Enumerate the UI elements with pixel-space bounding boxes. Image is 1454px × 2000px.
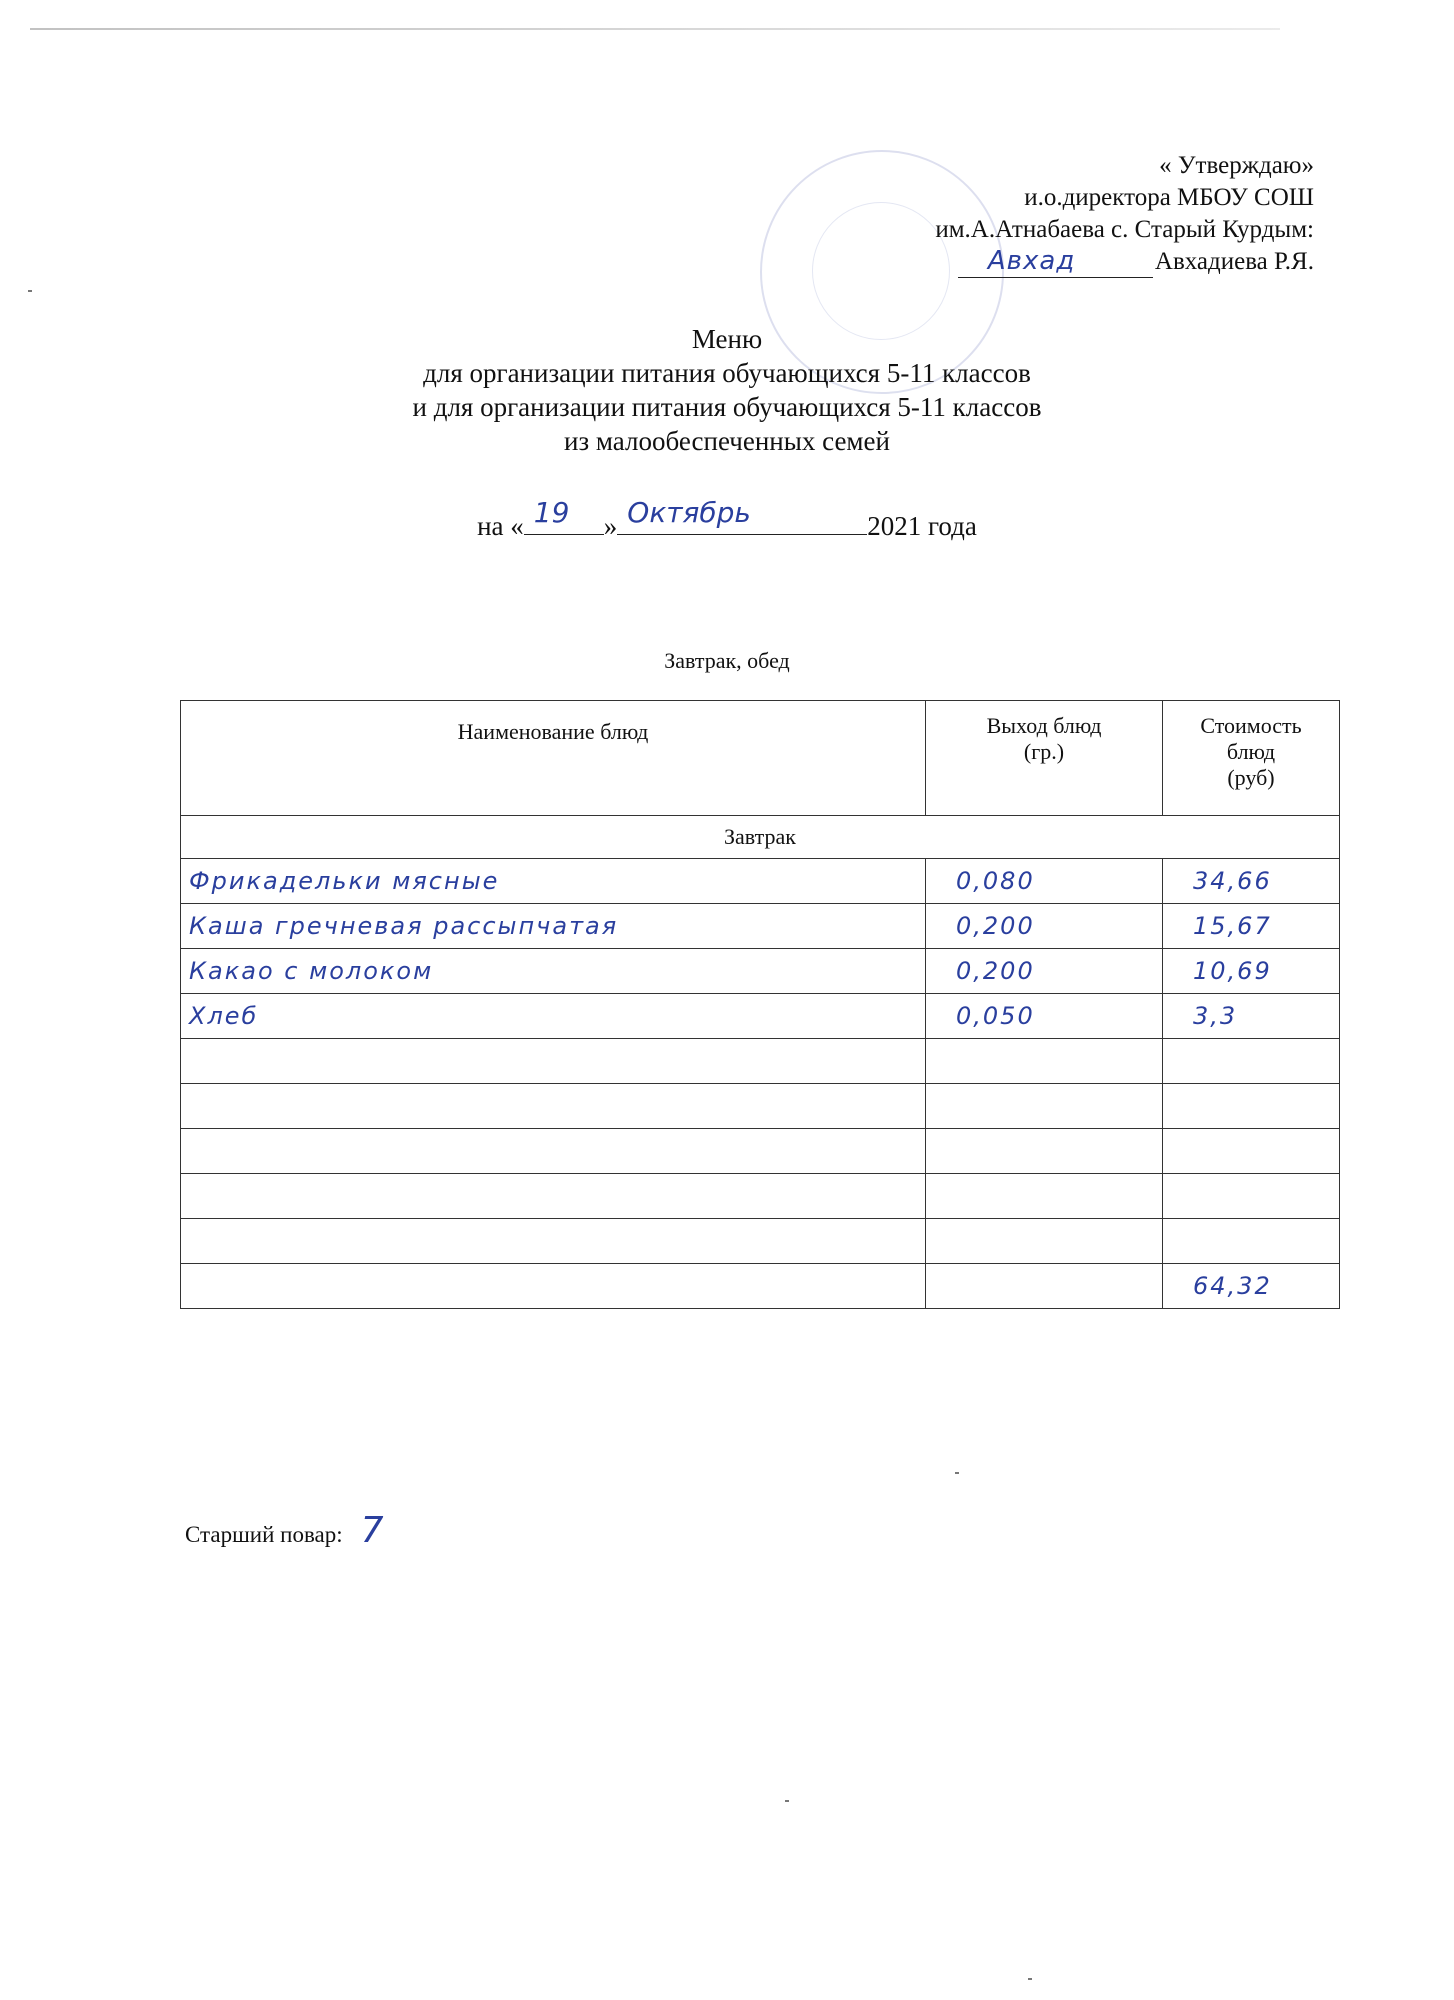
title-line-2: для организации питания обучающихся 5-11 классов (423, 358, 1031, 388)
header-cost-line-3: (руб) (1227, 765, 1275, 790)
dish-cost: 3,3 (1163, 994, 1340, 1039)
dish-yield (926, 1219, 1163, 1264)
date-middle: » (603, 511, 618, 541)
dish-cost: 34,66 (1163, 859, 1340, 904)
scan-speck (1028, 1978, 1032, 1980)
title-line-3: и для организации питания обучающихся 5-11 классов (412, 392, 1042, 422)
dish-yield (926, 1039, 1163, 1084)
date-month: Октябрь (627, 496, 751, 529)
dish-name: Каша гречневая рассыпчатая (181, 904, 926, 949)
title-line-4: из малообеспеченных семей (564, 426, 890, 456)
dish-name: Какао с молоком (181, 949, 926, 994)
dish-name: Хлеб (181, 994, 926, 1039)
approval-line-2: и.о.директора МБОУ СОШ (1024, 184, 1314, 211)
table-row (181, 1174, 1340, 1219)
dish-yield (926, 1129, 1163, 1174)
header-yield (926, 701, 1163, 816)
table-row (181, 1129, 1340, 1174)
dish-cost (1163, 1129, 1340, 1174)
approval-block (935, 150, 1314, 278)
dish-cost (1163, 1084, 1340, 1129)
date-line (0, 496, 1454, 542)
dish-yield: 0,200 (926, 904, 1163, 949)
table-row (181, 904, 1340, 949)
date-day: 19 (533, 496, 570, 529)
table-header-row (181, 701, 1340, 816)
dish-yield: 0,080 (926, 859, 1163, 904)
section-row (181, 816, 1340, 859)
dish-name (181, 1219, 926, 1264)
table-row (181, 1084, 1340, 1129)
dish-cost (1163, 1174, 1340, 1219)
dish-cost: 10,69 (1163, 949, 1340, 994)
header-yield-line-2: (гр.) (1023, 739, 1065, 764)
date-prefix: на « (477, 511, 524, 541)
meal-title: Завтрак, обед (664, 648, 790, 673)
approval-signature-line (935, 246, 1314, 278)
approval-line-3: им.А.Атнабаева с. Старый Курдым: (935, 216, 1314, 243)
stamp-inner-ring (812, 202, 950, 340)
table-row (181, 949, 1340, 994)
section-breakfast: Завтрак (181, 816, 1340, 859)
month-blank (617, 496, 867, 535)
dish-yield: 0,200 (926, 949, 1163, 994)
scan-speck (955, 1472, 959, 1474)
dish-yield: 0,050 (926, 994, 1163, 1039)
cook-signature: 7 (360, 1510, 384, 1551)
dish-yield (926, 1084, 1163, 1129)
cook-label: Старший повар: (185, 1522, 343, 1547)
dish-name (181, 1174, 926, 1219)
total-label-cell (181, 1264, 926, 1309)
dish-name (181, 1084, 926, 1129)
senior-cook-line (185, 1510, 384, 1551)
approval-line-1: « Утверждаю» (1159, 152, 1314, 179)
title-line-1: Меню (691, 324, 763, 354)
dish-cost (1163, 1219, 1340, 1264)
scan-edge-line (30, 28, 1280, 30)
header-cost (1163, 701, 1340, 816)
scan-speck (28, 290, 32, 292)
dish-cost: 15,67 (1163, 904, 1340, 949)
table-row (181, 994, 1340, 1039)
signer-name: Авхадиева Р.Я. (1154, 248, 1314, 275)
header-yield-line-1: Выход блюд (986, 713, 1102, 738)
dish-name: Фрикадельки мясные (181, 859, 926, 904)
total-cost: 64,32 (1163, 1264, 1340, 1309)
total-yield-cell (926, 1264, 1163, 1309)
dish-yield (926, 1174, 1163, 1219)
header-cost-line-1: Стоимость (1200, 713, 1302, 738)
dish-name (181, 1129, 926, 1174)
dish-cost (1163, 1039, 1340, 1084)
day-blank (524, 496, 604, 535)
date-suffix: 2021 года (867, 511, 977, 541)
header-cost-line-2: блюд (1226, 739, 1276, 764)
dish-name (181, 1039, 926, 1084)
scan-speck (785, 1800, 789, 1802)
director-signature: Авхад (987, 246, 1076, 276)
table-row (181, 1219, 1340, 1264)
document-title (0, 322, 1454, 458)
total-row (181, 1264, 1340, 1309)
menu-table (180, 700, 1340, 1309)
table-row (181, 859, 1340, 904)
table-row (181, 1039, 1340, 1084)
signature-blank (958, 246, 1153, 278)
header-dish-name: Наименование блюд (181, 701, 926, 816)
